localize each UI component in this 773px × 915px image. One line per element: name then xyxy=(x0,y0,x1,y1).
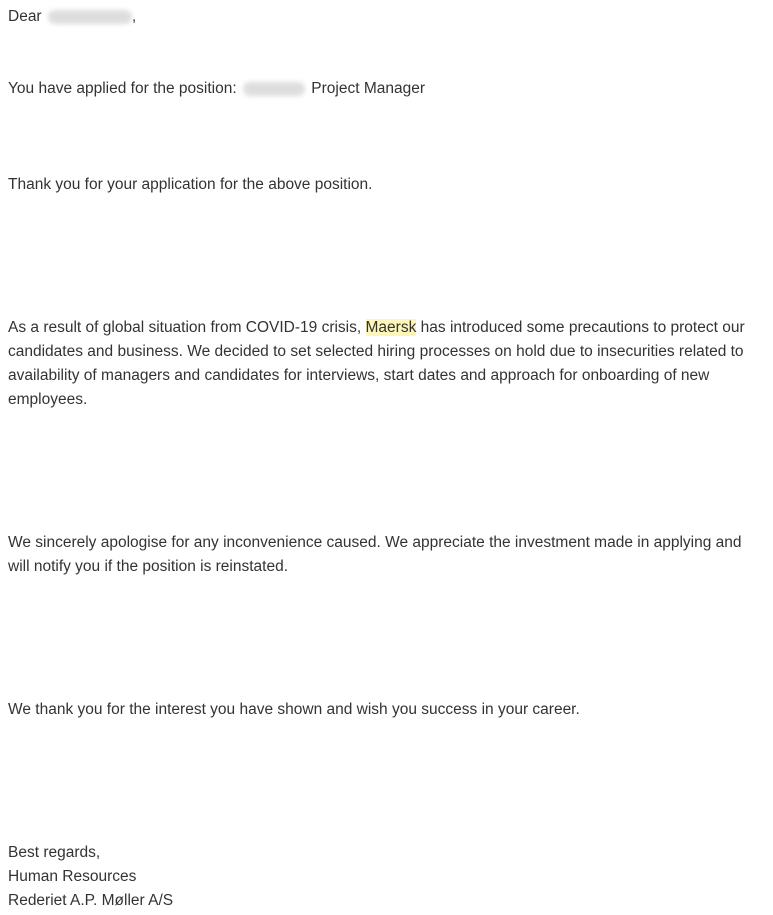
company-highlight: Maersk xyxy=(365,319,417,336)
apology-paragraph: We sincerely apologise for any inconvenience caused. We appreciate the investment made in applying and will notify you if the position is reinstated. xyxy=(8,534,742,575)
covid-paragraph-start: As a result of global situation from COVID-19 crisis, xyxy=(8,319,362,336)
closing-thanks-line: We thank you for the interest you have shown and wish you success in your career. xyxy=(8,701,580,718)
position-title: Project Manager xyxy=(311,80,426,97)
greeting-line xyxy=(8,5,763,29)
thank-you-line: Thank you for your application for the above position. xyxy=(8,176,373,193)
greeting-prefix: Dear xyxy=(8,8,42,25)
signature-regards: Best regards, xyxy=(8,844,101,861)
greeting-suffix: , xyxy=(131,8,137,25)
covid-paragraph xyxy=(8,316,763,412)
redacted-position-qualifier xyxy=(243,82,305,96)
signature-company: Rederiet A.P. Møller A/S xyxy=(8,892,174,909)
position-prefix: You have applied for the position: xyxy=(8,80,237,97)
covid-paragraph-rest: has introduced some precautions to protect our candidates and business. We decided to set selected hiring processes on hold due to insecurities related to availability of managers and candidates for interviews, start dates and approach for onboarding of new employees. xyxy=(8,319,745,408)
signature-department: Human Resources xyxy=(8,868,137,885)
position-line xyxy=(8,77,763,101)
redacted-name xyxy=(48,10,132,24)
